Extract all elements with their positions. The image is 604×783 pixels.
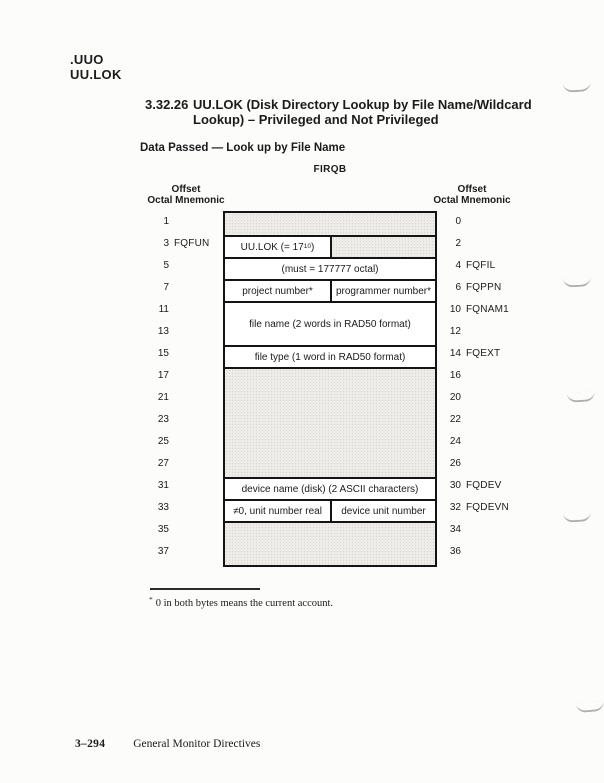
offset-mnemonic: FQDEV bbox=[466, 480, 502, 491]
page-number: 3–294 bbox=[75, 738, 106, 750]
offset-octal: 6 bbox=[455, 282, 461, 293]
offset-mnemonic: FQDEVN bbox=[466, 502, 509, 513]
offset-label-row bbox=[121, 321, 209, 343]
offset-octal: 30 bbox=[449, 480, 461, 491]
page-edge-mark bbox=[576, 701, 604, 713]
offset-octal: 16 bbox=[449, 370, 461, 381]
device-unit-number-text: device unit number bbox=[341, 505, 426, 517]
firqb-row-fqfun bbox=[225, 235, 435, 257]
offset-mnemonic: FQFIL bbox=[466, 260, 496, 271]
offset-octal: 31 bbox=[157, 480, 169, 491]
running-head bbox=[70, 52, 122, 82]
offset-octal: 13 bbox=[157, 326, 169, 337]
offset-label-row bbox=[121, 453, 209, 475]
data-passed-label: Data Passed — Look up by File Name bbox=[140, 142, 346, 154]
offset-octal: 11 bbox=[158, 304, 169, 315]
offset-octal: 21 bbox=[157, 392, 169, 403]
offset-label-row bbox=[121, 365, 209, 387]
footnote-rule bbox=[150, 588, 260, 590]
unit-real-flag-text: ≠0, unit number real bbox=[233, 505, 322, 517]
page-edge-mark bbox=[563, 81, 592, 93]
section-number: 3.32.26 bbox=[145, 97, 189, 112]
offset-octal: 0 bbox=[455, 216, 461, 227]
section-title bbox=[193, 97, 532, 127]
footnote-text: 0 in both bytes means the current account. bbox=[155, 598, 334, 609]
section-heading bbox=[145, 97, 532, 127]
offset-octal: 36 bbox=[449, 546, 461, 557]
device-name-text: device name (disk) (2 ASCII characters) bbox=[241, 483, 419, 495]
programmer-number-text: programmer number* bbox=[335, 285, 432, 297]
fqfil-text: (must = 177777 octal) bbox=[281, 263, 379, 275]
offset-octal: 26 bbox=[449, 458, 461, 469]
firqb-cell-device-unit-number bbox=[330, 501, 435, 521]
firqb-cell-project-number bbox=[225, 281, 330, 301]
offset-octal: 1 bbox=[163, 216, 169, 227]
offset-octal: 17 bbox=[157, 370, 169, 381]
offset-label-row bbox=[121, 255, 209, 277]
offset-label-row bbox=[121, 431, 209, 453]
left-offset-labels bbox=[121, 211, 209, 563]
firqb-cell-reserved-34 bbox=[225, 521, 435, 565]
firqb-row-fqppn bbox=[225, 279, 435, 301]
offset-mnemonic: FQFUN bbox=[174, 238, 210, 249]
offset-octal: 15 bbox=[157, 348, 169, 359]
firqb-cell-reserved-2 bbox=[330, 237, 435, 257]
section-title-line1: UU.LOK (Disk Directory Lookup by File Name/Wildcard bbox=[193, 97, 532, 112]
firqb-row-fqdevn bbox=[225, 499, 435, 521]
project-number-text: project number* bbox=[242, 285, 313, 297]
firqb-diagram-title: FIRQB bbox=[313, 164, 347, 175]
page-edge-mark bbox=[563, 511, 591, 522]
firqb-cell-file-type bbox=[225, 345, 435, 367]
offset-label-row bbox=[121, 497, 209, 519]
running-head-line1: .UUO bbox=[70, 52, 104, 67]
fqfun-text: UU.LOK (= 17 bbox=[240, 241, 304, 253]
fqfun-close: ) bbox=[310, 241, 315, 253]
offset-mnemonic: FQPPN bbox=[466, 282, 502, 293]
offset-octal: 24 bbox=[449, 436, 461, 447]
page-edge-mark bbox=[567, 391, 596, 403]
firqb-cell-programmer-number bbox=[330, 281, 435, 301]
offset-octal: 14 bbox=[449, 348, 461, 359]
offset-octal: 2 bbox=[455, 238, 461, 249]
offset-octal: 34 bbox=[449, 524, 461, 535]
offset-octal: 33 bbox=[157, 502, 169, 513]
offset-label-row bbox=[121, 277, 209, 299]
footnote bbox=[149, 595, 333, 609]
page-edge-mark bbox=[563, 276, 591, 287]
footnote-marker: * bbox=[149, 595, 153, 604]
offset-label-row bbox=[121, 387, 209, 409]
offset-octal: 3 bbox=[163, 238, 169, 249]
offset-mnemonic: FQEXT bbox=[466, 348, 501, 359]
offset-octal: 25 bbox=[157, 436, 169, 447]
file-type-text: file type (1 word in RAD50 format) bbox=[254, 351, 406, 363]
offset-octal: 10 bbox=[449, 304, 461, 315]
offset-octal: 32 bbox=[449, 502, 461, 513]
left-offset-header-line2: Octal Mnemonic bbox=[147, 195, 225, 206]
running-head-line2: UU.LOK bbox=[70, 67, 122, 82]
offset-octal: 4 bbox=[455, 260, 461, 271]
offset-octal: 35 bbox=[157, 524, 169, 535]
offset-label-row bbox=[121, 233, 209, 255]
left-offset-header bbox=[138, 184, 234, 206]
right-offset-header-line1: Offset bbox=[457, 184, 487, 195]
offset-label-row bbox=[121, 519, 209, 541]
firqb-box bbox=[223, 211, 437, 567]
firqb-cell-unit-real-flag bbox=[225, 501, 330, 521]
offset-mnemonic: FQNAM1 bbox=[466, 304, 509, 315]
firqb-cell-reserved-0 bbox=[225, 213, 435, 235]
firqb-cell-fqfun: UU.LOK (= 17 10 ) bbox=[240, 241, 315, 253]
firqb-cell-fqfil bbox=[225, 257, 435, 279]
offset-octal: 37 bbox=[157, 546, 169, 557]
offset-octal: 27 bbox=[157, 458, 169, 469]
offset-label-row bbox=[121, 475, 209, 497]
offset-octal: 12 bbox=[449, 326, 461, 337]
firqb-cell-device-name bbox=[225, 477, 435, 499]
offset-octal: 7 bbox=[163, 282, 169, 293]
offset-label-row bbox=[121, 211, 209, 233]
right-offset-header bbox=[424, 184, 520, 206]
section-title-line2: Lookup) – Privileged and Not Privileged bbox=[193, 112, 439, 127]
file-name-text: file name (2 words in RAD50 format) bbox=[249, 318, 411, 330]
firqb-cell-reserved-16 bbox=[225, 367, 435, 477]
offset-label-row bbox=[121, 409, 209, 431]
page-footer bbox=[75, 738, 260, 750]
offset-octal: 20 bbox=[449, 392, 461, 403]
right-offset-header-line2: Octal Mnemonic bbox=[433, 195, 511, 206]
offset-octal: 5 bbox=[163, 260, 169, 271]
offset-label-row bbox=[121, 541, 209, 563]
footer-title: General Monitor Directives bbox=[133, 738, 261, 750]
offset-label-row bbox=[121, 299, 209, 321]
firqb-cell-file-name bbox=[225, 301, 435, 345]
left-offset-header-line1: Offset bbox=[171, 184, 201, 195]
offset-octal: 22 bbox=[449, 414, 461, 425]
offset-octal: 23 bbox=[157, 414, 169, 425]
offset-label-row bbox=[121, 343, 209, 365]
